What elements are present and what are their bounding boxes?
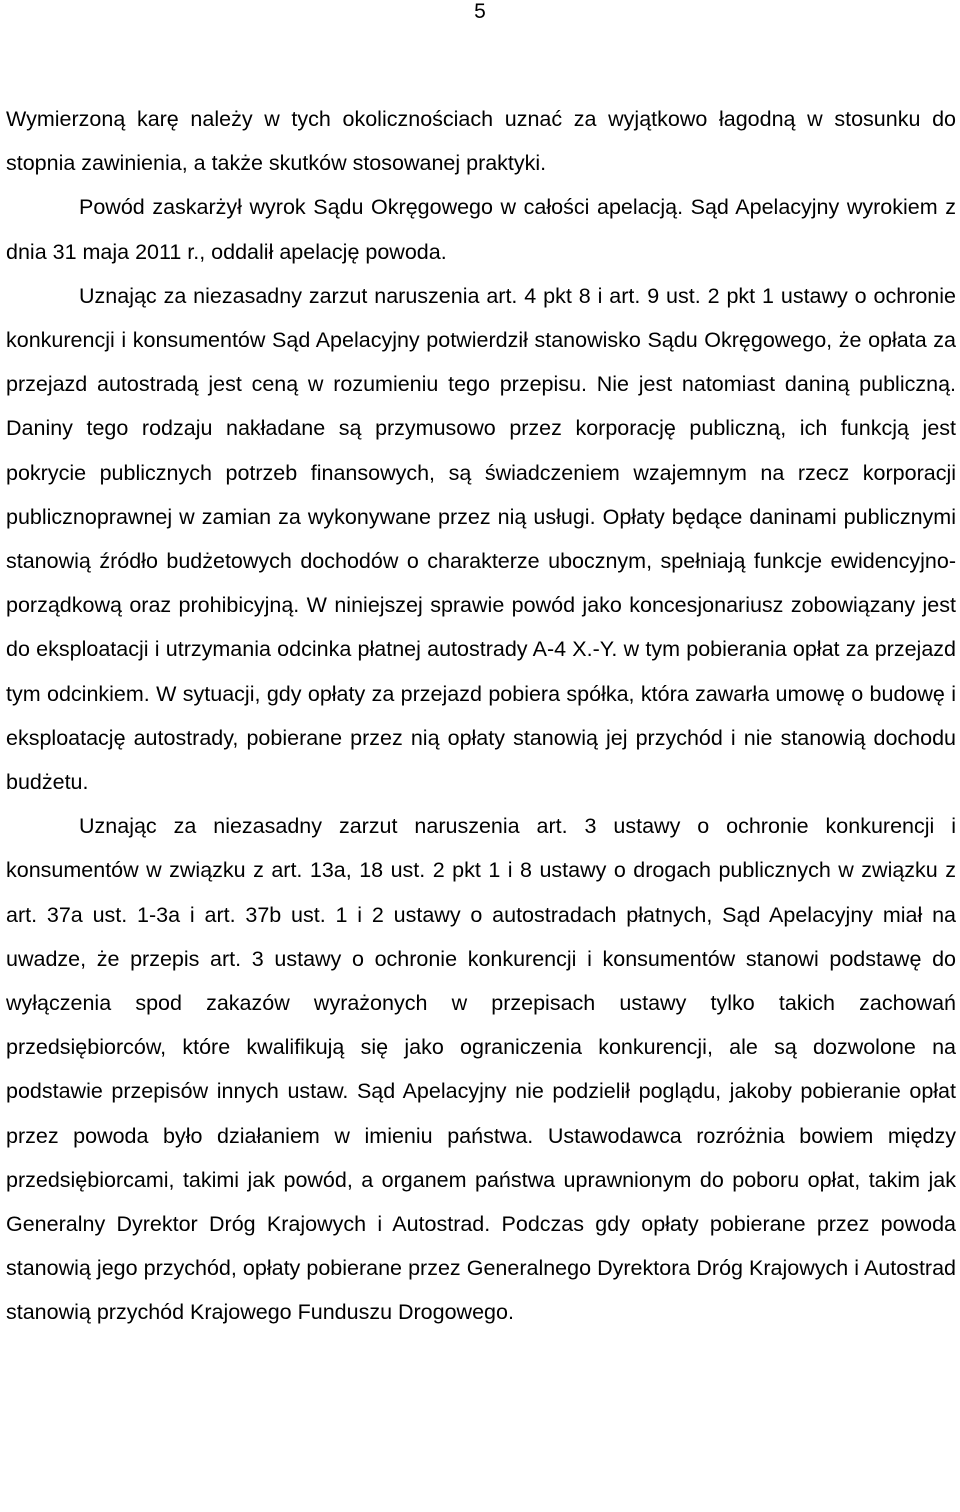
- page-number: 5: [474, 0, 486, 23]
- paragraph-2: Powód zaskarżył wyrok Sądu Okręgowego w całości apelacją. Sąd Apelacyjny wyrokiem z dnia 31 maja 2011 r., oddalił apelację powoda.: [6, 195, 956, 264]
- paragraph-3: Uznając za niezasadny zarzut naruszenia art. 4 pkt 8 i art. 9 ust. 2 pkt 1 ustawy o ochronie konkurencji i konsumentów Sąd Apelacyjny potwierdził stanowisko Sądu Okręgowego, że opłata za przejazd autostradą jest ceną w rozumieniu tego przepisu. Nie jest natomiast daniną publiczną. Daniny tego rodzaju nakładane są przymusowo przez korporację publiczną, ich funkcją jest pokrycie publicznych potrzeb finansowych, są świadczeniem wzajemnym na rzecz korporacji publicznoprawnej w zamian za wykonywane przez nią usługi. Opłaty będące daninami publicznymi stanowią źródło budżetowych dochodów o charakterze ubocznym, spełniają funkcje ewidencyjno-porządkową oraz prohibicyjną. W niniejszej sprawie powód jako koncesjonariusz zobowiązany jest do eksploatacji i utrzymania odcinka płatnej autostrady A-4 X.-Y. w tym pobierania opłat za przejazd tym odcinkiem. W sytuacji, gdy opłaty za przejazd pobiera spółka, która zawarła umowę o budowę i eksploatację autostrady, pobierane przez nią opłaty stanowią jej przychód i nie stanowią dochodu budżetu.: [6, 283, 956, 795]
- document-body: [6, 97, 956, 1335]
- paragraph-1: Wymierzoną karę należy w tych okolicznościach uznać za wyjątkowo łagodną w stosunku do stopnia zawinienia, a także skutków stosowanej praktyki.: [6, 107, 956, 176]
- paragraph-4: Uznając za niezasadny zarzut naruszenia art. 3 ustawy o ochronie konkurencji i konsumentów w związku z art. 13a, 18 ust. 2 pkt 1 i 8 ustawy o drogach publicznych w związku z art. 37a ust. 1-3a i art. 37b ust. 1 i 2 ustawy o autostradach płatnych, Sąd Apelacyjny miał na uwadze, że przepis art. 3 ustawy o ochronie konkurencji i konsumentów stanowi podstawę do wyłączenia spod zakazów wyrażonych w przepisach ustawy tylko takich zachowań przedsiębiorców, które kwalifikują się jako ograniczenia konkurencji, ale są dozwolone na podstawie przepisów innych ustaw. Sąd Apelacyjny nie podzielił poglądu, jakoby pobieranie opłat przez powoda było działaniem w imieniu państwa. Ustawodawca rozróżnia bowiem między przedsiębiorcami, takimi jak powód, a organem państwa uprawnionym do poboru opłat, takim jak Generalny Dyrektor Dróg Krajowych i Autostrad. Podczas gdy opłaty pobierane przez powoda stanowią jego przychód, opłaty pobierane przez Generalnego Dyrektora Dróg Krajowych i Autostrad stanowią przychód Krajowego Funduszu Drogowego.: [6, 814, 956, 1325]
